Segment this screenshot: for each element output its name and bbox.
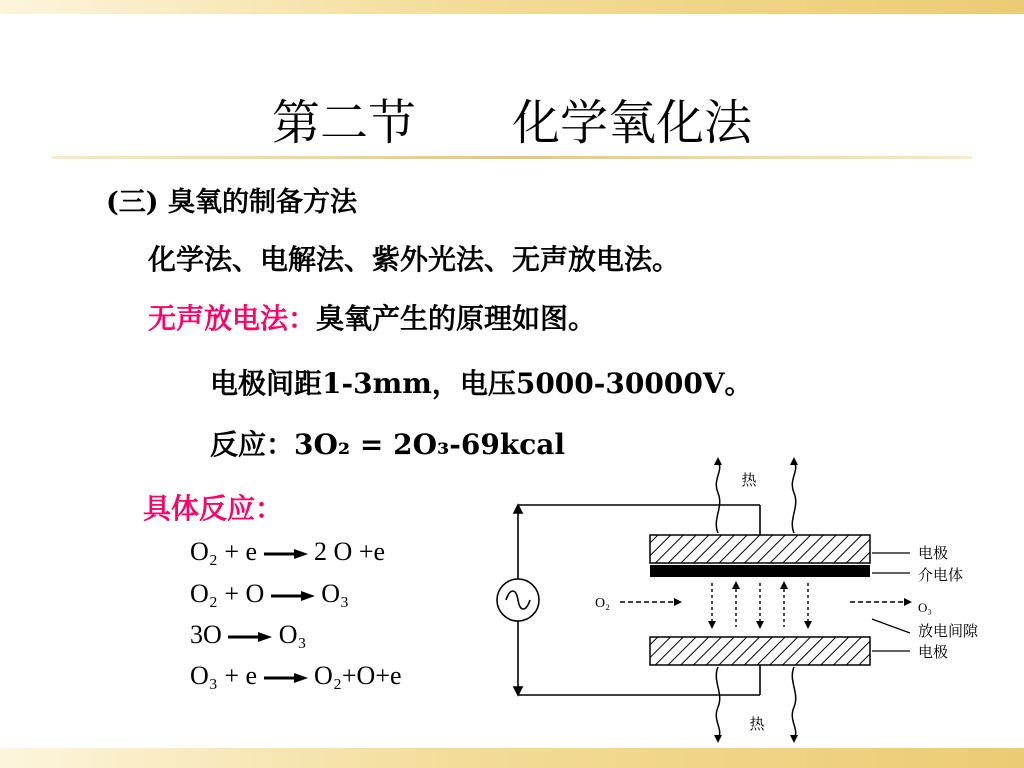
equation-right: 2 O +e [314, 537, 386, 566]
reaction-prefix: 反应： [210, 428, 295, 461]
equation-right: O₃ [278, 620, 307, 649]
parameters-line: 电极间距1-3mm，电压5000-30000V。 [210, 367, 753, 400]
equation-left: O₂ + O [190, 579, 265, 608]
reaction-arrow-icon [228, 630, 272, 644]
ozone-generator-diagram [470, 455, 1010, 745]
ac-source-icon [497, 579, 539, 621]
equation-2 [190, 579, 349, 609]
heat-arrowheads [714, 457, 798, 743]
reaction-arrow-icon [264, 547, 308, 561]
discharge-arrows [708, 581, 812, 629]
equation-3 [190, 620, 307, 650]
title-divider [52, 156, 972, 159]
methods-line: 化学法、电解法、紫外光法、无声放电法。 [148, 243, 681, 276]
top-decor-band [0, 0, 1024, 14]
equation-right: O₃ [321, 579, 350, 608]
section-heading: (三) 臭氧的制备方法 [106, 187, 357, 218]
electrode-label-top: 电极 [918, 544, 949, 562]
reaction-formula: 3O₂ = 2O₃-69kcal [294, 428, 566, 461]
slide-title: 第二节 化学氧化法 [271, 95, 752, 151]
o2-inlet-label: O₂ [595, 596, 610, 611]
power-circuit [514, 505, 760, 695]
discharge-gap-label: 放电间隙 [918, 622, 979, 640]
dielectric-label: 介电体 [918, 566, 964, 584]
gas-flow-arrows [620, 598, 912, 606]
reaction-arrow-icon [264, 671, 308, 685]
heat-label-top: 热 [741, 471, 757, 489]
reaction-arrow-icon [271, 589, 315, 603]
equation-left: O₂ + e [190, 537, 258, 566]
o3-outlet-label: O₃ [918, 600, 932, 615]
silent-discharge-label: 无声放电法： [148, 302, 317, 335]
equation-right: O₂+O+e [314, 661, 402, 690]
specific-reaction-label: 具体反应： [143, 492, 284, 525]
equation-1 [190, 537, 385, 567]
bottom-electrode [650, 637, 870, 665]
silent-discharge-line [148, 297, 596, 337]
equation-left: 3O [190, 620, 222, 649]
bottom-decor-band [0, 748, 1024, 768]
heat-label-bottom: 热 [749, 715, 765, 733]
heat-flow-icon [716, 461, 795, 739]
electrode-label-bottom: 电极 [918, 643, 949, 661]
silent-discharge-text: 臭氧产生的原理如图。 [316, 302, 597, 335]
equation-left: O₃ + e [190, 661, 258, 690]
equation-4 [190, 661, 402, 691]
top-electrode [650, 535, 870, 563]
dielectric-layer [650, 565, 870, 577]
